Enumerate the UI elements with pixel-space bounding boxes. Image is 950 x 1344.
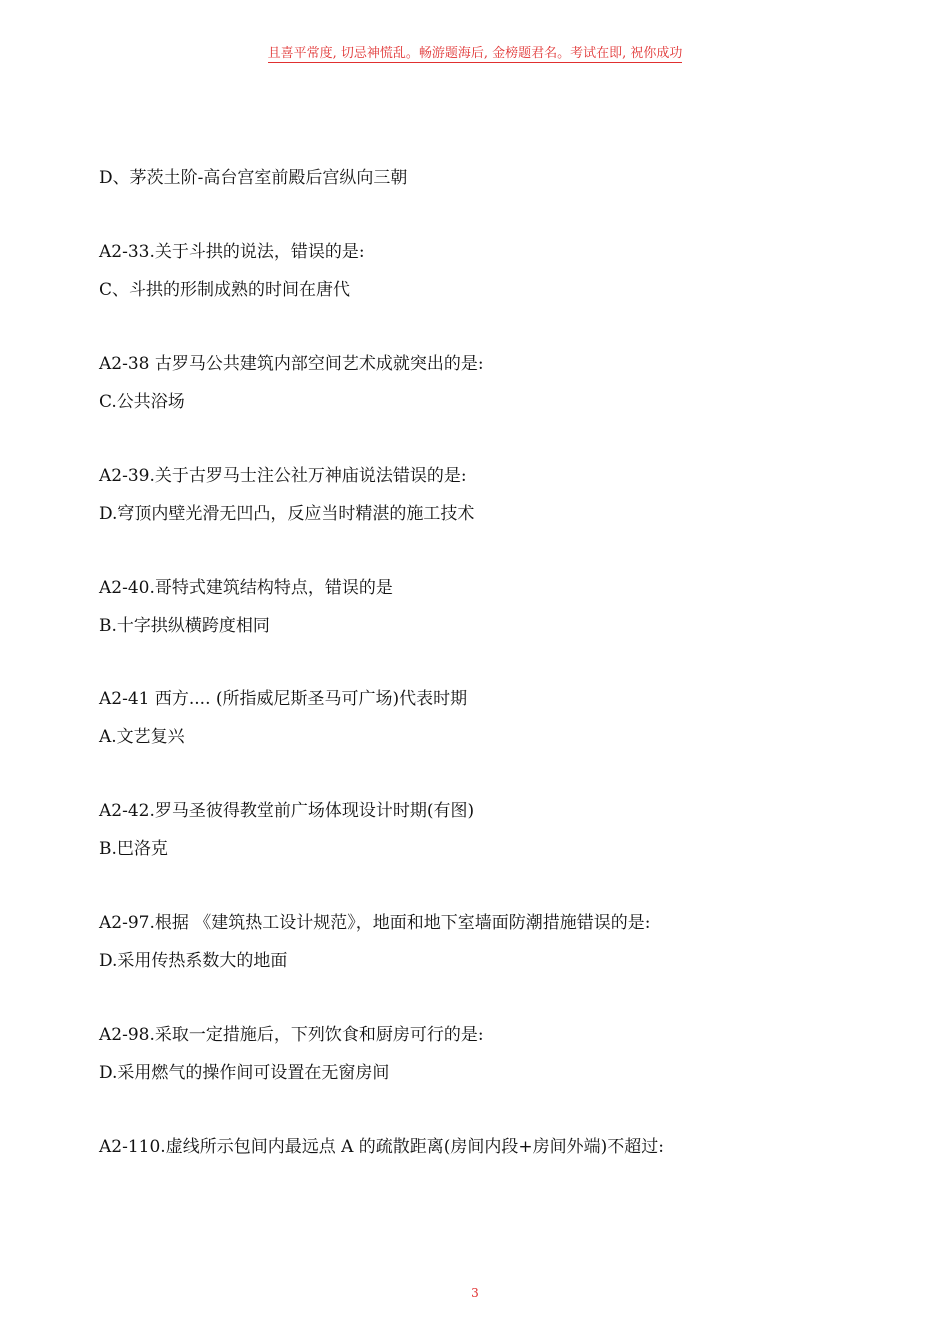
question-line: A2-39.关于古罗马士注公社万神庙说法错误的是: [99, 466, 467, 486]
answer-line: A.文艺复兴 [99, 727, 185, 747]
answer-line: D.采用燃气的操作间可设置在无窗房间 [99, 1063, 390, 1083]
question-line: A2-42.罗马圣彼得教堂前广场体现设计时期(有图) [99, 801, 475, 821]
answer-line: D.采用传热系数大的地面 [99, 951, 288, 971]
question-line: A2-98.采取一定措施后，下列饮食和厨房可行的是: [99, 1025, 484, 1045]
page-header-motto [0, 42, 950, 61]
question-line: A2-41 西方.... (所指威尼斯圣马可广场)代表时期 [99, 689, 468, 709]
answer-line: D.穹顶内壁光滑无凹凸，反应当时精湛的施工技术 [99, 504, 475, 524]
answer-line: B.巴洛克 [99, 839, 168, 859]
page-number: 3 [471, 1286, 479, 1300]
header-motto-text: 且喜平常度, 切忌神慌乱。畅游题海后, 金榜题君名。考试在即, 祝你成功 [267, 46, 683, 61]
question-line: A2-110.虚线所示包间内最远点 A 的疏散距离(房间内段+房间外端)不超过: [99, 1137, 665, 1157]
answer-line: C、斗拱的形制成熟的时间在唐代 [99, 280, 351, 300]
question-line: A2-38 古罗马公共建筑内部空间艺术成就突出的是: [99, 354, 484, 374]
question-line: A2-33.关于斗拱的说法，错误的是: [99, 242, 365, 262]
question-line: A2-40.哥特式建筑结构特点，错误的是 [99, 578, 393, 598]
answer-line: D、茅茨土阶-高台宫室前殿后宫纵向三朝 [99, 168, 408, 188]
question-line: A2-97.根据 《建筑热工设计规范》，地面和地下室墙面防潮措施错误的是: [99, 913, 651, 933]
answer-line: C.公共浴场 [99, 392, 185, 412]
answer-line: B.十字拱纵横跨度相同 [99, 616, 270, 636]
